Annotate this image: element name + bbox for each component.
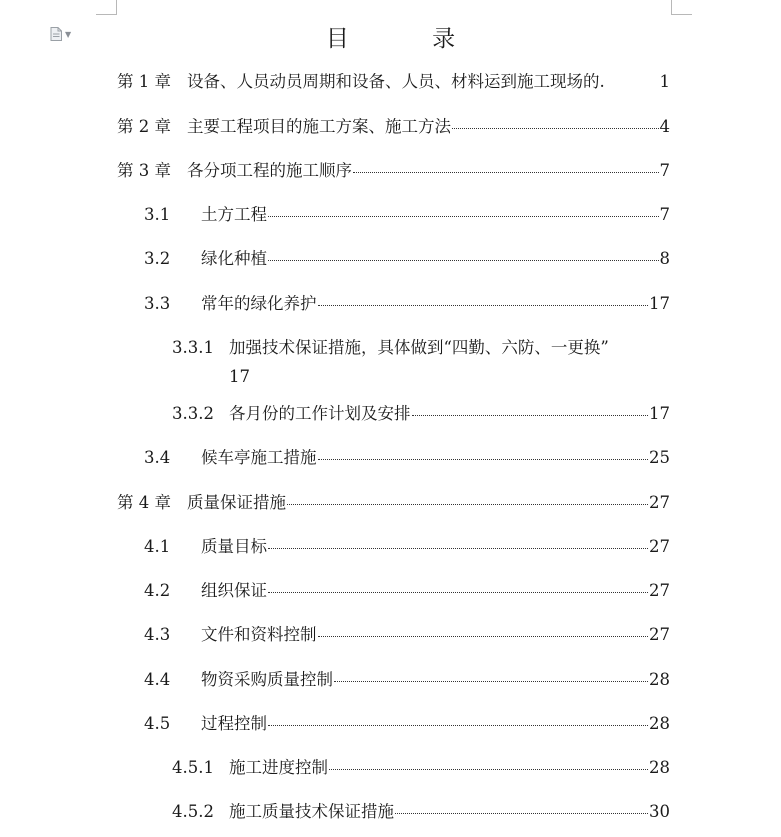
toc-entry-number: 3.1 [144,205,171,224]
toc-entry[interactable] [144,290,670,314]
toc-entry[interactable] [144,710,670,734]
toc-entry-text: 质量保证措施 [187,493,286,512]
toc-entry-text: 施工质量技术保证措施 [229,802,394,821]
toc-entry[interactable] [144,666,670,690]
toc-entry-page: 17 [229,367,250,386]
toc-entry-number: 4.1 [144,537,171,556]
toc-dot-leader [318,458,649,460]
chevron-down-icon[interactable]: ▼ [65,29,72,39]
toc-entry-text: 组织保证 [201,581,267,600]
toc-entry-number: 4.4 [144,670,171,689]
toc-dot-leader [287,503,648,505]
toc-entry-number: 3.3 [144,294,171,313]
toc-entry-text: 施工进度控制 [229,758,328,777]
toc-dot-leader [395,812,648,814]
toc-entry-text: 常年的绿化养护 [201,294,317,313]
toc-entry-number: 3.4 [144,448,171,467]
toc-entry-text: 土方工程 [201,205,267,224]
toc-entry-page: 28 [649,714,670,733]
toc-entry[interactable] [144,533,670,557]
toc-entry[interactable] [172,754,670,778]
toc-dot-leader [353,171,659,173]
toc-entry[interactable] [144,201,670,225]
toc-entry-text: 加强技术保证措施，具体做到“四勤、六防、一更换” [229,338,609,357]
toc-entry-page: 1 [659,72,670,91]
toc-entry-number: 第 3 章 [117,161,171,180]
toc-entry-text: 主要工程项目的施工方案、施工方法 [187,117,451,136]
toc-entry[interactable] [117,157,670,181]
toc-entry-page: 7 [659,205,670,224]
toc-dot-leader [329,768,648,770]
toc-entry[interactable] [144,577,670,601]
toc-entry[interactable] [117,68,670,92]
toc-entry-page: 28 [649,670,670,689]
toc-entry-number: 3.3.1 [172,338,214,357]
toc-entry[interactable] [117,489,670,513]
toc-dot-leader [318,635,649,637]
toc-entry-page: 30 [649,802,670,821]
toc-entry-text: 过程控制 [201,714,267,733]
toc-dot-leader [268,591,648,593]
toc-dot-leader [452,127,659,129]
toc-entry-number: 4.5.2 [172,802,214,821]
toc-entry-page: 27 [649,625,670,644]
toc-dot-leader [412,414,649,416]
toc-entry-number: 4.5.1 [172,758,214,777]
toc-entry-text: 绿化种植 [201,249,267,268]
toc-entry-number: 4.2 [144,581,171,600]
toc-entry[interactable] [172,798,670,822]
toc-dot-leader [334,680,648,682]
toc-entry-number: 第 1 章 [117,72,171,91]
toc-entry[interactable] [144,621,670,645]
toc-entry-page: 7 [659,161,670,180]
toc-entry[interactable] [144,245,670,269]
toc-entry-number: 3.3.2 [172,404,214,423]
toc-entry-text: 文件和资料控制 [201,625,317,644]
toc-entry[interactable] [172,334,670,386]
toc-entry[interactable] [144,444,670,468]
toc-dot-leader [268,215,659,217]
toc-title: 目 录 [325,26,494,52]
toc-dot-leader [268,259,659,261]
toc-entry-text: 各月份的工作计划及安排 [229,404,411,423]
toc-entry-page: 8 [659,249,670,268]
toc-dot-leader [268,724,648,726]
toc-entry-page: 27 [649,493,670,512]
toc-entry-page: 27 [649,581,670,600]
toc-entry-text: 各分项工程的施工顺序 [187,161,352,180]
toc-entry-number: 4.5 [144,714,171,733]
toc-entry-text: 设备、人员动员周期和设备、人员、材料运到施工现场的. [187,72,605,91]
toc-entry[interactable] [117,113,670,137]
toc-dot-leader [268,547,648,549]
toc-entry-text: 候车亭施工措施 [201,448,317,467]
toc-entry-number: 第 4 章 [117,493,171,512]
toc-entry-page: 17 [649,294,670,313]
toc-entry-page: 28 [649,758,670,777]
toc-entry-page: 27 [649,537,670,556]
toc-entry-number: 4.3 [144,625,171,644]
toc-entry-page: 17 [649,404,670,423]
toc-entry-text: 物资采购质量控制 [201,670,333,689]
toc-entry[interactable] [172,400,670,424]
toc-dot-leader [318,304,649,306]
toc-entry-text: 质量目标 [201,537,267,556]
toc-entry-number: 3.2 [144,249,171,268]
toc-entry-page: 25 [649,448,670,467]
toc-entry-page: 4 [659,117,670,136]
toc-entry-number: 第 2 章 [117,117,171,136]
toc-dot-leader [606,83,659,84]
